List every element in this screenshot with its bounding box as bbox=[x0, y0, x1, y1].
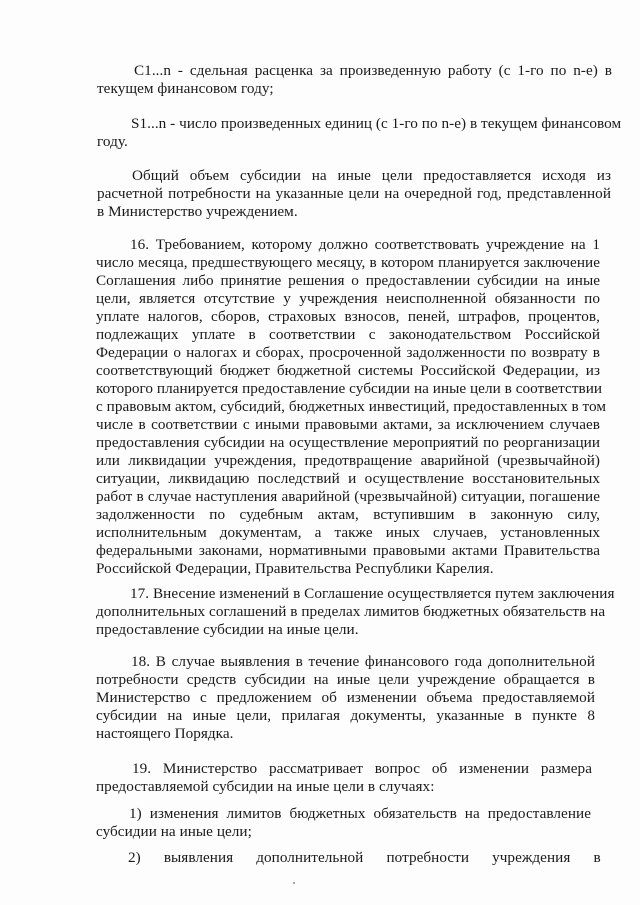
text-line: которого планируется предоставление субсидии на иные цели в соответствии bbox=[96, 380, 603, 397]
text-line: 1) изменения лимитов бюджетных обязательств на предоставление bbox=[129, 805, 591, 822]
text-line: соответствующий бюджет бюджетной системы Российской Федерации, из bbox=[96, 362, 600, 379]
text-line: предоставление субсидии на иные цели. bbox=[96, 621, 359, 638]
text-line: субсидии на иные цели; bbox=[96, 823, 252, 840]
text-line: потребности средств субсидии на иные цели учреждение обращается в bbox=[96, 671, 595, 688]
text-line: ситуации, ликвидацию последствий и осуществление восстановительных bbox=[96, 470, 600, 487]
text-line: числе в соответствии с иными правовыми актами, за исключением случаев bbox=[96, 416, 600, 433]
text-line: предоставления субсидии на осуществление мероприятий по реорганизации bbox=[96, 434, 600, 451]
text-line: 17. Внесение изменений в Соглашение осуществляется путем заключения bbox=[130, 585, 615, 602]
text-line: цели, является отсутствие у учреждения неисполненной обязанности по bbox=[96, 290, 600, 307]
text-line: S1...n - число произведенных единиц (с 1-го по n-е) в текущем финансовом bbox=[131, 115, 622, 132]
text-line: 16. Требованием, которому должно соответствовать учреждение на 1 bbox=[130, 236, 600, 253]
text-line: Общий объем субсидии на иные цели предоставляется исходя из bbox=[132, 167, 611, 184]
text-line: задолженности по судебным актам, вступившим в законную силу, bbox=[96, 506, 600, 523]
text-line: 18. В случае выявления в течение финансового года дополнительной bbox=[131, 653, 595, 670]
text-line: дополнительных соглашений в пределах лимитов бюджетных обязательств на bbox=[96, 603, 606, 620]
text-line: расчетной потребности на указанные цели на очередной год, представленной bbox=[97, 185, 611, 202]
text-line: Российской Федерации, Правительства Республики Карелия. bbox=[96, 560, 494, 577]
text-line: Федерации о налогах и сборах, просроченной задолженности по возврату в bbox=[96, 344, 600, 361]
text-line: предоставляемой субсидии на иные цели в случаях: bbox=[96, 778, 435, 795]
text-line: число месяца, предшествующего месяцу, в котором планируется заключение bbox=[96, 254, 600, 271]
text-line: работ в случае наступления аварийной (чрезвычайной) ситуации, погашение bbox=[96, 488, 600, 505]
text-line: 19. Министерство рассматривает вопрос об изменении размера bbox=[132, 760, 592, 777]
text-line: федеральными законами, нормативными правовыми актами Правительства bbox=[96, 542, 600, 559]
text-line: настоящего Порядка. bbox=[96, 725, 234, 742]
text-line: текущем финансовом году; bbox=[97, 80, 274, 97]
text-line: Министерство с предложением об изменении объема предоставляемой bbox=[96, 689, 595, 706]
text-line: году. bbox=[97, 133, 128, 150]
text-line: с правовым актом, субсидий, бюджетных инвестиций, предоставленных в том bbox=[96, 398, 607, 415]
text-line: в Министерство учреждением. bbox=[97, 203, 298, 220]
text-line: уплате налогов, сборов, страховых взносов, пеней, штрафов, процентов, bbox=[96, 308, 600, 325]
text-line: 2) выявления дополнительной потребности учреждения в bbox=[128, 849, 601, 866]
scan-speck bbox=[293, 882, 295, 884]
text-line: подлежащих уплате в соответствии с законодательством Российской bbox=[96, 326, 600, 343]
text-line: исполнительным документам, а также иных случаев, установленных bbox=[96, 524, 600, 541]
text-line: субсидии на иные цели, прилагая документы, указанные в пункте 8 bbox=[96, 707, 595, 724]
text-line: С1...n - сдельная расценка за произведенную работу (с 1-го по n-е) в bbox=[134, 62, 612, 79]
text-line: или ликвидации учреждения, предотвращение аварийной (чрезвычайной) bbox=[96, 452, 600, 469]
text-line: Соглашения либо принятие решения о предоставлении субсидии на иные bbox=[96, 272, 600, 289]
